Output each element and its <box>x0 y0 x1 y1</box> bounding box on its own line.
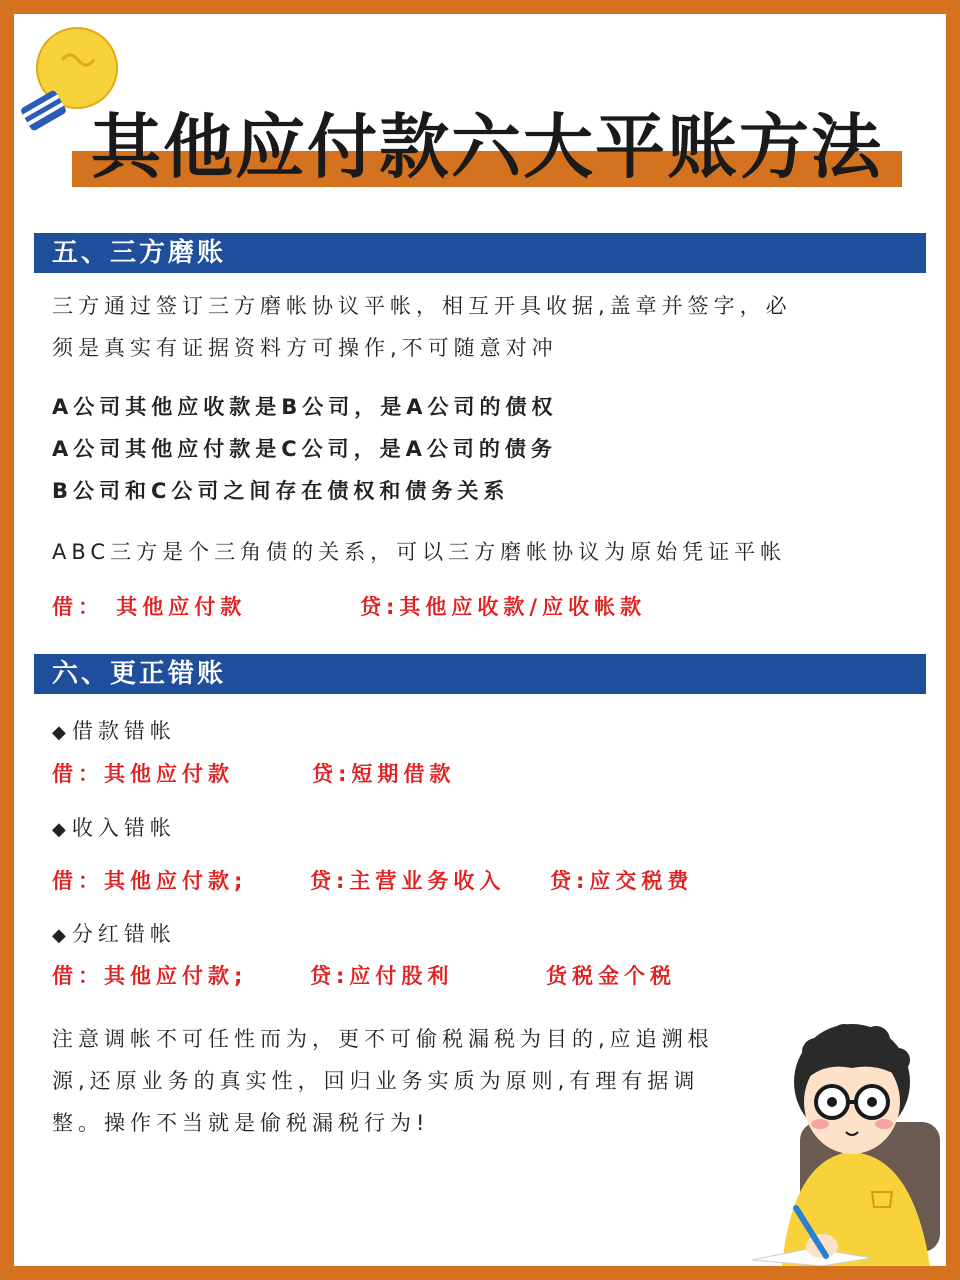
item-3-entry-debit: 借：其他应付款; <box>52 964 248 988</box>
section-5-bold-line-3: B公司和C公司之间存在债权和债务关系 <box>52 479 510 503</box>
item-1-entry-credit: 贷:短期借款 <box>312 762 456 786</box>
note-line-2: 源,还原业务的真实性，回归业务实质为原则,有理有据调 <box>52 1069 700 1093</box>
note-line-3: 整。操作不当就是偷税漏税行为! <box>52 1111 430 1135</box>
item-2-entry-credit-1: 贷:主营业务收入 <box>310 869 506 893</box>
section-6-item-1 <box>52 716 176 748</box>
section-6-heading: 六、更正错账 <box>52 659 227 689</box>
item-label: 分红错帐 <box>71 922 176 946</box>
content-card <box>14 14 946 1266</box>
diamond-bullet-icon: ◆ <box>52 925 66 946</box>
item-3-entry-credit-2: 货税金个税 <box>546 964 676 988</box>
item-2-entry-credit-2: 贷:应交税费 <box>550 869 694 893</box>
section-5-header <box>34 233 926 273</box>
section-5-bold-line-2: A公司其他应付款是C公司，是A公司的债务 <box>52 437 557 461</box>
item-1-entry-debit: 借：其他应付款 <box>52 762 234 786</box>
item-label: 收入错帐 <box>71 816 176 840</box>
note-line-1: 注意调帐不可任性而为，更不可偷税漏税为目的,应追溯根 <box>52 1027 714 1051</box>
section-5-heading: 五、三方磨账 <box>52 238 227 268</box>
section-5-para1-line2: 须是真实有证据资料方可操作,不可随意对冲 <box>52 336 558 360</box>
section-6-header <box>34 654 926 694</box>
section-5-entry-debit: 借： 其他应付款 <box>52 595 247 619</box>
section-5-para1-line1: 三方通过签订三方磨帐协议平帐，相互开具收据,盖章并签字，必 <box>52 294 792 318</box>
section-5-bold-line-1: A公司其他应收款是B公司，是A公司的债权 <box>52 395 558 419</box>
page-title: 其他应付款六大平账方法 <box>91 106 883 188</box>
section-6-item-3 <box>52 919 176 951</box>
writing-person-illustration <box>752 1012 946 1266</box>
item-2-entry-debit: 借：其他应付款; <box>52 869 248 893</box>
section-6-item-2 <box>52 813 176 845</box>
item-label: 借款错帐 <box>71 719 176 743</box>
item-3-entry-credit-1: 贷:应付股利 <box>310 964 454 988</box>
section-5-para2: ABC三方是个三角债的关系，可以三方磨帐协议为原始凭证平帐 <box>52 540 787 564</box>
section-5-entry-credit: 贷:其他应收款/应收帐款 <box>360 595 647 619</box>
diamond-bullet-icon: ◆ <box>52 819 66 840</box>
diamond-bullet-icon: ◆ <box>52 722 66 743</box>
